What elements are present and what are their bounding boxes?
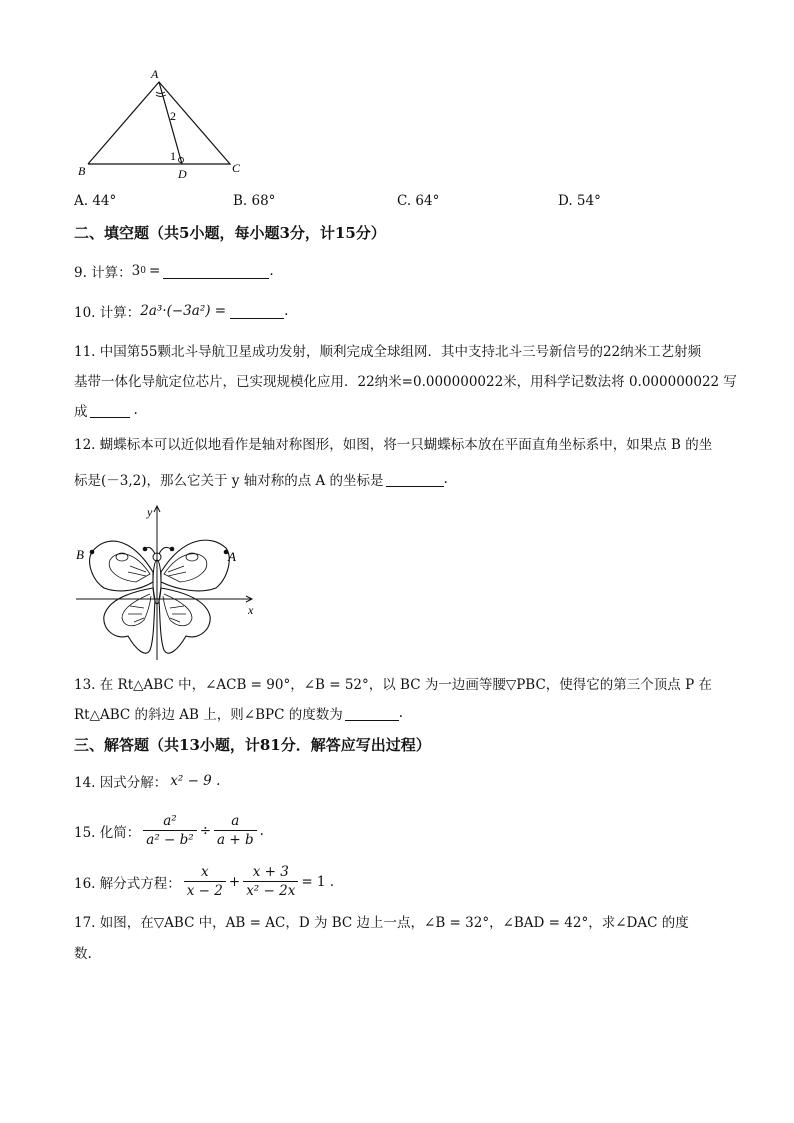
q16-f1-numerator: x <box>184 863 226 882</box>
q13-line2 <box>74 703 403 723</box>
q15-prefix: 15. 化简： <box>74 824 141 841</box>
label-angle-1: 1 <box>170 149 176 163</box>
section3-heading: 三、解答题（共13小题，计81分．解答应写出过程） <box>74 736 431 754</box>
q17-line2: 数. <box>74 946 92 962</box>
q9-answer-blank[interactable] <box>163 264 269 279</box>
q16-operator: + <box>228 873 241 890</box>
q16-fraction-2 <box>243 863 298 900</box>
label-C: C <box>232 161 241 175</box>
q16-f1-denominator: x − 2 <box>186 883 223 899</box>
q12-line1: 12. 蝴蝶标本可以近似地看作是轴对称图形，如图，将一只蝴蝶标本放在平面直角坐标系中，如果点 B 的坐 <box>74 437 713 453</box>
q10-period: . <box>284 303 289 319</box>
q16-prefix: 16. 解分式方程： <box>74 875 181 892</box>
q13-line2-text: Rt△ABC 的斜边 AB 上，则∠BPC 的度数为 <box>74 707 343 723</box>
q12-line2 <box>74 469 448 489</box>
option-d: D. 54° <box>558 193 601 209</box>
butterfly-figure <box>70 500 270 662</box>
q14-expression: x² − 9 . <box>170 773 221 789</box>
q11-period: . <box>133 402 138 418</box>
section2-heading: 二、填空题（共5小题，每小题3分，计15分） <box>74 224 386 242</box>
label-A: A <box>151 67 159 81</box>
q10-answer-blank[interactable] <box>230 304 284 319</box>
q17-line1: 17. 如图，在▽ABC 中，AB = AC，D 为 BC 边上一点，∠B = 32°，∠BAD = 42°，求∠DAC 的度 <box>74 915 689 931</box>
q10-expression: 2a³·(−3a²) = <box>140 303 227 319</box>
label-B: B <box>78 164 86 178</box>
q10-prefix: 10. 计算： <box>74 305 141 321</box>
q11-line3-text: 成 <box>74 404 88 420</box>
option-c: C. 64° <box>397 193 440 209</box>
point-A-label: A <box>228 549 236 564</box>
q16-f2-numerator: x + 3 <box>243 863 298 882</box>
question-16 <box>74 863 334 900</box>
q13-line1: 13. 在 Rt△ABC 中，∠ACB = 90°，∠B = 52°，以 BC 为一边画等腰▽PBC，使得它的第三个顶点 P 在 <box>74 677 712 693</box>
question-10 <box>74 301 288 321</box>
q15-operator: ÷ <box>199 822 211 839</box>
q9-period: . <box>269 263 274 279</box>
q15-fraction-2 <box>214 812 257 849</box>
q9-exponent: 0 <box>140 266 146 276</box>
q15-fraction-1 <box>143 812 196 849</box>
option-b: B. 68° <box>233 193 276 209</box>
q11-line2: 基带一体化导航定位芯片，已实现规模化应用．22纳米=0.000000022米，用科学记数法将 0.000000022 写 <box>74 374 737 390</box>
q16-end: = 1 . <box>301 873 335 890</box>
q15-f1-denominator: a² − b² <box>146 832 194 848</box>
triangle-figure <box>72 62 252 184</box>
point-B-label: B <box>76 547 84 562</box>
label-angle-2: 2 <box>170 109 176 123</box>
q13-period: . <box>398 705 403 721</box>
q13-answer-blank[interactable] <box>345 706 399 721</box>
q12-period: . <box>443 471 448 487</box>
question-9 <box>74 261 274 281</box>
q9-base: 3 <box>131 263 141 279</box>
q15-f2-denominator: a + b <box>217 832 254 848</box>
q15-f1-numerator: a² <box>143 812 196 831</box>
y-axis-label: y <box>147 505 153 519</box>
question-15 <box>74 812 264 849</box>
q11-answer-blank[interactable] <box>90 403 130 418</box>
question-14 <box>74 771 220 791</box>
q12-line2-text: 标是(－3,2)，那么它关于 y 轴对称的点 A 的坐标是 <box>74 473 384 489</box>
q15-f2-numerator: a <box>214 812 257 831</box>
q12-answer-blank[interactable] <box>386 472 444 487</box>
label-D: D <box>178 167 187 181</box>
q11-line3 <box>74 400 138 420</box>
q9-prefix: 9. 计算： <box>74 265 132 281</box>
x-axis-label: x <box>248 603 254 617</box>
q16-fraction-1 <box>184 863 226 900</box>
q11-line1: 11. 中国第55颗北斗导航卫星成功发射，顺利完成全球组网．其中支持北斗三号新信号的22纳米工艺射频 <box>74 344 702 360</box>
q9-equals: = <box>149 263 161 279</box>
q15-end: . <box>259 822 264 839</box>
q16-f2-denominator: x² − 2x <box>246 883 296 899</box>
option-a: A. 44° <box>74 193 117 209</box>
q14-prefix: 14. 因式分解： <box>74 775 168 791</box>
